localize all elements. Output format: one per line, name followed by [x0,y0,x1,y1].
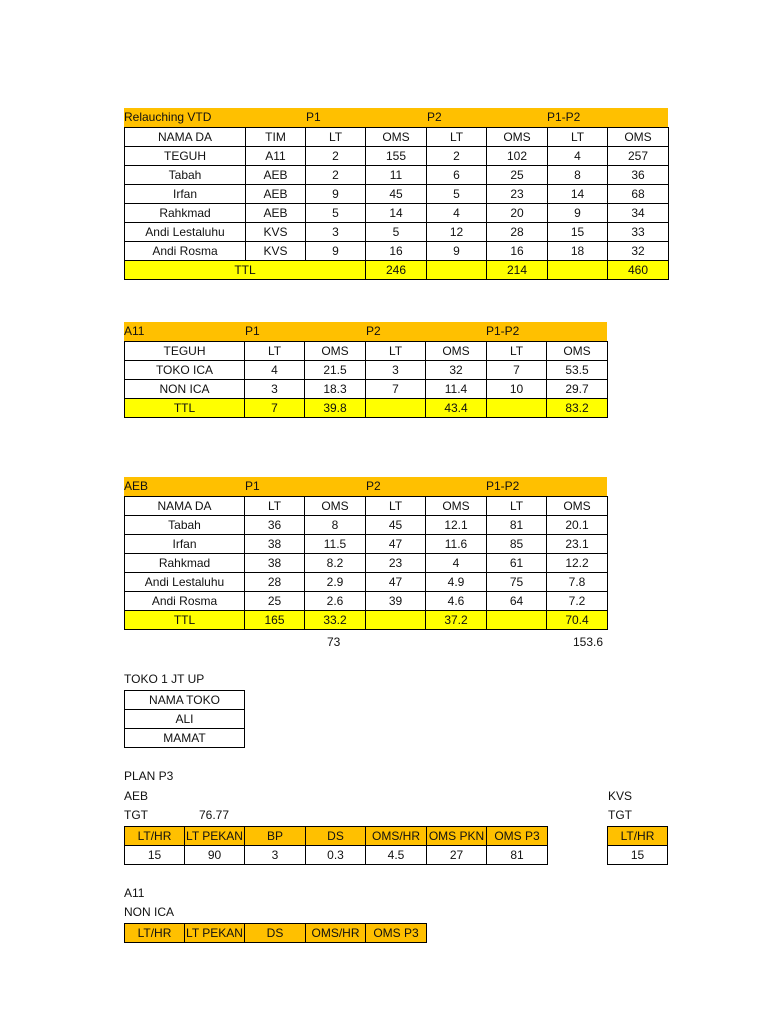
table-row [125,223,669,242]
column-header: OMS [547,342,608,361]
cell: 9 [427,242,487,261]
cell: 20 [487,204,548,223]
cell: 5 [366,223,427,242]
table-header-row [125,691,245,710]
cell: 4 [426,554,487,573]
cell: 7.8 [547,573,608,592]
column-header: OMS [547,497,608,516]
cell: 2 [427,147,487,166]
column-header: TEGUH [125,342,245,361]
cell: 70.4 [547,611,608,630]
column-header: LT PEKAN [185,827,245,846]
plan-aeb-table [124,826,548,865]
column-header: LT [487,497,547,516]
cell: 8 [305,516,366,535]
cell: 61 [487,554,547,573]
column-header: OMS PKN [427,827,487,846]
cell: 246 [366,261,427,280]
column-header: LT [306,128,366,147]
cell: 2 [306,147,366,166]
a11-plan-title: A11 [124,886,145,900]
cell: 75 [487,573,547,592]
column-header: LT [245,497,305,516]
column-header: NAMA DA [125,497,245,516]
cell: 8.2 [305,554,366,573]
cell: 25 [487,166,548,185]
cell: 29.7 [547,380,608,399]
plan-title: PLAN P3 [124,769,174,783]
cell: 28 [487,223,548,242]
table-header-row [125,497,608,516]
cell: 81 [487,516,547,535]
column-header: OMS [487,128,548,147]
cell: Rahkmad [125,204,246,223]
column-header: DS [245,924,306,943]
a11-p1-label: P1 [245,324,260,338]
table-row [125,846,548,865]
cell: 11.4 [426,380,487,399]
table-header-row [125,128,669,147]
cell: 38 [245,554,305,573]
cell: 7 [245,399,305,418]
table-header-row [125,827,548,846]
relaunch-p1p2-label: P1-P2 [547,110,581,124]
a11-p2-label: P2 [366,324,381,338]
table-header-row [608,827,668,846]
relaunch-p2-label: P2 [427,110,442,124]
relaunch-p1-label: P1 [306,110,321,124]
cell: Andi Rosma [125,242,246,261]
cell: 9 [306,242,366,261]
cell: 11.6 [426,535,487,554]
plan-kvs-label: KVS [608,789,633,803]
cell: 14 [548,185,608,204]
column-header: LT [427,128,487,147]
cell: 23 [366,554,426,573]
cell: 12.2 [547,554,608,573]
relaunch-title: Relauching VTD [124,110,212,124]
cell: 85 [487,535,547,554]
column-header: OMS [366,128,427,147]
column-header: OMS [426,497,487,516]
table-row [125,147,669,166]
cell: 81 [487,846,548,865]
cell: 39 [366,592,426,611]
cell: 3 [245,380,305,399]
total-row [125,261,669,280]
aeb-p2-label: P2 [366,479,381,493]
cell: 5 [427,185,487,204]
cell: 3 [306,223,366,242]
cell: 7.2 [547,592,608,611]
cell: 15 [548,223,608,242]
column-header: LT/HR [608,827,668,846]
cell: 2 [306,166,366,185]
cell: TEGUH [125,147,246,166]
cell: 53.5 [547,361,608,380]
cell: 9 [548,204,608,223]
cell: 68 [608,185,669,204]
table-row [125,516,608,535]
cell: 36 [608,166,669,185]
cell: 3 [366,361,426,380]
cell: 2.9 [305,573,366,592]
cell: 16 [487,242,548,261]
cell: MAMAT [125,729,245,748]
column-header: OMS/HR [366,827,427,846]
column-header: OMS [426,342,487,361]
column-header: OMS [305,342,366,361]
cell: 34 [608,204,669,223]
column-header: BP [245,827,306,846]
aeb-below-value-1: 73 [327,635,341,649]
aeb-table [124,496,608,630]
table-row [125,729,245,748]
a11-header-bar [124,322,607,341]
cell: Andi Lestaluhu [125,223,246,242]
aeb-title: AEB [124,479,149,493]
cell: 4.9 [426,573,487,592]
table-row [125,380,608,399]
cell: 18.3 [305,380,366,399]
cell: 20.1 [547,516,608,535]
cell: 47 [366,573,426,592]
cell [487,399,547,418]
cell [487,611,547,630]
cell: 3 [245,846,306,865]
cell: 25 [245,592,305,611]
column-header: OMS [305,497,366,516]
a11-plan-subtitle: NON ICA [124,905,175,919]
cell: Andi Lestaluhu [125,573,245,592]
cell: Irfan [125,185,246,204]
cell: 37.2 [426,611,487,630]
aeb-header-bar [124,477,607,496]
table-row [125,166,669,185]
cell: A11 [246,147,306,166]
cell: 2.6 [305,592,366,611]
column-header: NAMA DA [125,128,246,147]
cell: 33.2 [305,611,366,630]
cell: 12.1 [426,516,487,535]
table-row [125,185,669,204]
total-label: TTL [125,611,245,630]
cell: 165 [245,611,305,630]
table-row [125,361,608,380]
cell: KVS [246,223,306,242]
cell: 45 [366,516,426,535]
a11-plan-table [124,923,427,943]
table-row [125,535,608,554]
cell [548,261,608,280]
cell: 38 [245,535,305,554]
relaunch-table [124,127,669,280]
cell: 32 [608,242,669,261]
cell: 33 [608,223,669,242]
cell: 27 [427,846,487,865]
cell: 14 [366,204,427,223]
total-label: TTL [125,399,245,418]
cell: 4 [427,204,487,223]
column-header: TIM [246,128,306,147]
column-header: LT [245,342,305,361]
cell: 155 [366,147,427,166]
cell: 23 [487,185,548,204]
cell: 83.2 [547,399,608,418]
cell: 28 [245,573,305,592]
cell [366,611,426,630]
cell: 7 [487,361,547,380]
plan-kvs-tgt-label: TGT [608,808,632,822]
cell: 47 [366,535,426,554]
cell: 10 [487,380,547,399]
table-row [125,592,608,611]
cell: TOKO ICA [125,361,245,380]
toko-title: TOKO 1 JT UP [124,672,205,686]
cell: 0.3 [306,846,366,865]
cell: 460 [608,261,669,280]
plan-tgt-value: 76.77 [199,808,230,822]
cell: 9 [306,185,366,204]
a11-p1p2-label: P1-P2 [486,324,520,338]
column-header: OMS/HR [306,924,366,943]
cell: AEB [246,185,306,204]
column-header: OMS P3 [366,924,427,943]
cell: 39.8 [305,399,366,418]
cell: 4 [245,361,305,380]
cell: KVS [246,242,306,261]
total-row [125,611,608,630]
plan-kvs-table [607,826,668,865]
cell: 4.5 [366,846,427,865]
cell: ALI [125,710,245,729]
plan-tgt-label: TGT [124,808,148,822]
aeb-p1-label: P1 [245,479,260,493]
cell [366,399,426,418]
cell: 7 [366,380,426,399]
cell: 21.5 [305,361,366,380]
table-header-row [125,924,427,943]
table-row [125,573,608,592]
cell: 36 [245,516,305,535]
cell: 15 [608,846,668,865]
table-row [125,242,669,261]
cell: AEB [246,204,306,223]
cell: Irfan [125,535,245,554]
aeb-below-value-2: 153.6 [573,635,604,649]
column-header: LT [487,342,547,361]
cell: 90 [185,846,245,865]
cell: 32 [426,361,487,380]
column-header: LT [366,497,426,516]
aeb-p1p2-label: P1-P2 [486,479,520,493]
table-row [125,204,669,223]
cell [427,261,487,280]
column-header: LT PEKAN [185,924,245,943]
cell: 4 [548,147,608,166]
cell: 257 [608,147,669,166]
table-row [125,554,608,573]
table-header-row [125,342,608,361]
a11-title: A11 [124,324,145,338]
cell: 5 [306,204,366,223]
table-row [608,846,668,865]
cell: 6 [427,166,487,185]
cell: 23.1 [547,535,608,554]
cell: 43.4 [426,399,487,418]
cell: 64 [487,592,547,611]
cell: Tabah [125,166,246,185]
cell: 4.6 [426,592,487,611]
plan-aeb-label: AEB [124,789,149,803]
column-header: DS [306,827,366,846]
cell: 11.5 [305,535,366,554]
cell: 12 [427,223,487,242]
cell: NON ICA [125,380,245,399]
cell: 16 [366,242,427,261]
total-row [125,399,608,418]
cell: 18 [548,242,608,261]
column-header: LT [366,342,426,361]
column-header: LT/HR [125,924,185,943]
toko-table [124,690,245,748]
cell: Rahkmad [125,554,245,573]
column-header: LT/HR [125,827,185,846]
column-header: LT [548,128,608,147]
cell: Andi Rosma [125,592,245,611]
cell: 8 [548,166,608,185]
cell: 102 [487,147,548,166]
table-row [125,710,245,729]
total-label: TTL [125,261,366,280]
cell: 45 [366,185,427,204]
column-header: NAMA TOKO [125,691,245,710]
relaunch-header-bar [124,108,668,127]
cell: Tabah [125,516,245,535]
column-header: OMS P3 [487,827,548,846]
cell: 15 [125,846,185,865]
column-header: OMS [608,128,669,147]
cell: AEB [246,166,306,185]
cell: 11 [366,166,427,185]
cell: 214 [487,261,548,280]
a11-table [124,341,608,418]
